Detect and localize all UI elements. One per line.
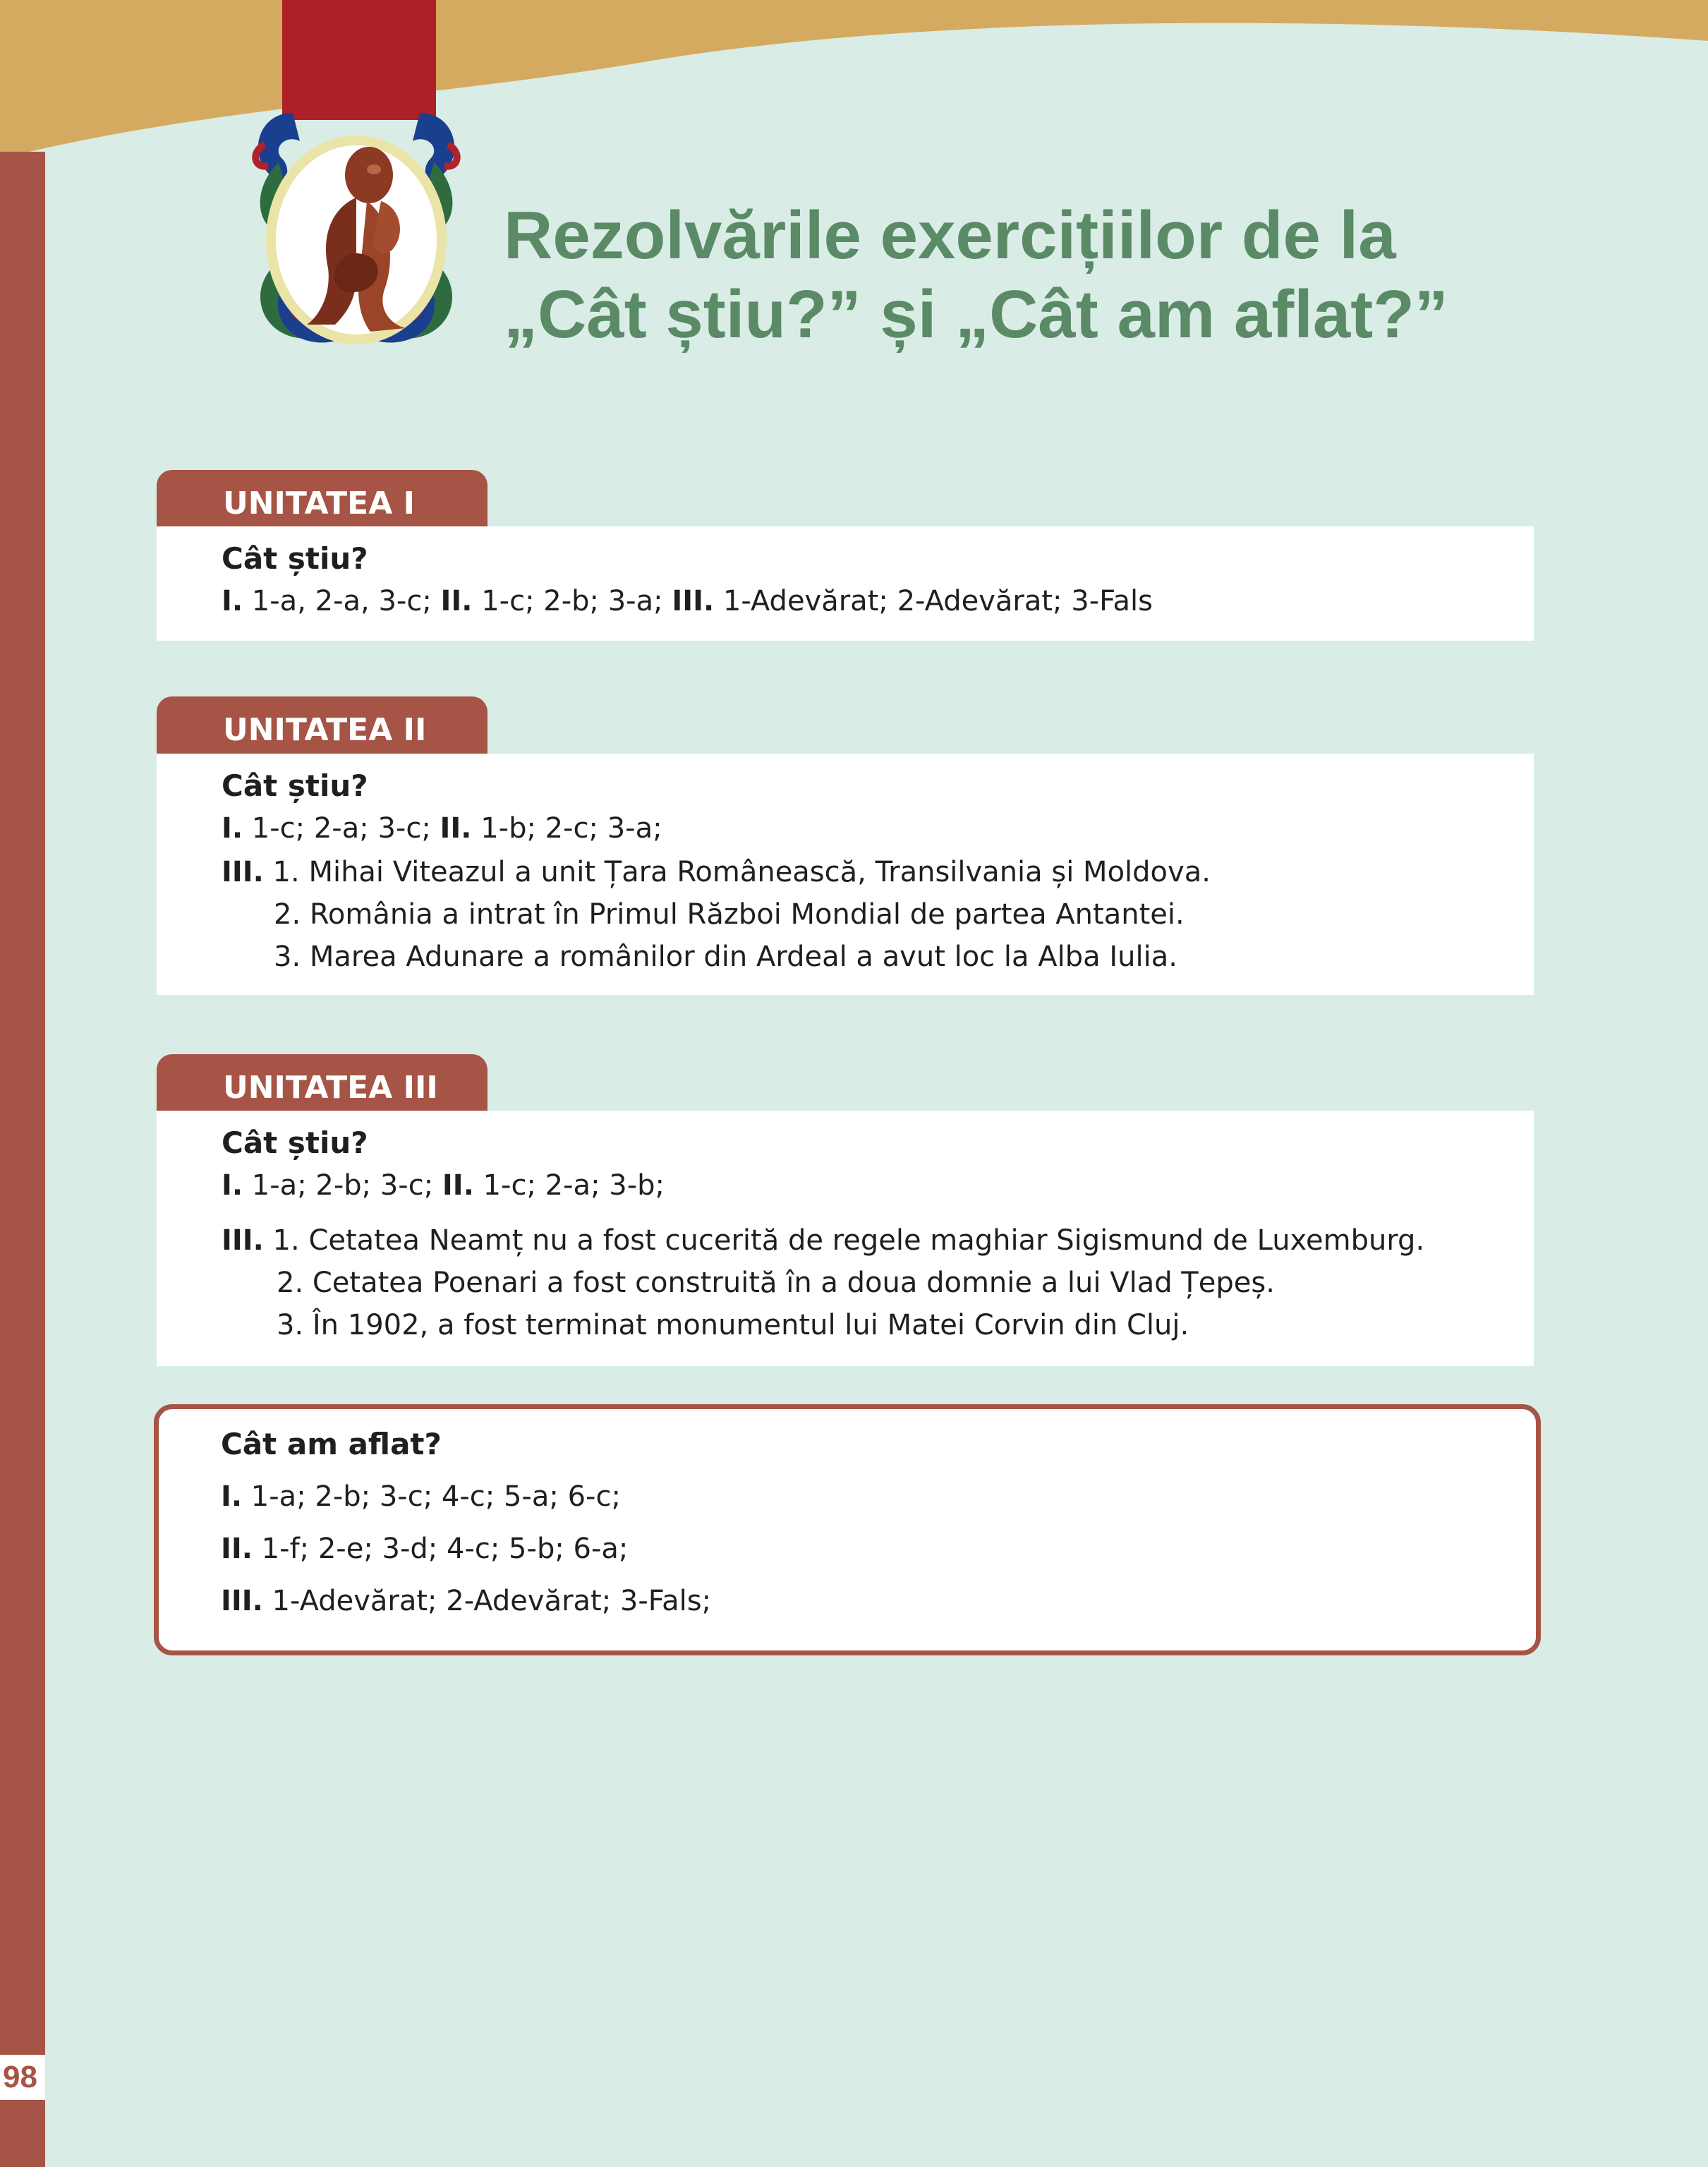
answer-label: III.	[221, 1585, 263, 1617]
unit-3-line-4	[277, 1308, 1189, 1342]
final-line-1	[221, 1480, 621, 1514]
answer-label: III.	[672, 585, 715, 617]
answer-label: I.	[222, 1169, 243, 1202]
answer-label: II.	[440, 812, 472, 845]
unit-2-line-2	[222, 855, 1211, 889]
answer-text: 1-a; 2-b; 3-c;	[243, 1169, 442, 1202]
left-margin-band	[0, 152, 45, 2167]
answer-text: 3. Marea Adunare a românilor din Ardeal a avut loc la Alba Iulia.	[274, 941, 1177, 973]
unit-2-title: UNITATEA II	[223, 712, 427, 748]
final-heading: Cât am aflat?	[221, 1427, 442, 1461]
answer-text: 2. România a intrat în Primul Război Mondial de partea Antantei.	[274, 898, 1185, 931]
unit-1-tab	[157, 470, 487, 528]
unit-2-line-1	[222, 811, 662, 845]
unit-3-box	[157, 1111, 1534, 1366]
answer-text: 1-a, 2-a, 3-c;	[243, 585, 441, 617]
unit-1-box	[157, 526, 1534, 641]
answer-text: 1-b; 2-c; 3-a;	[471, 812, 662, 845]
title-line-2: „Cât știu?” și „Cât am aflat?”	[504, 277, 1448, 352]
answer-text: 1-a; 2-b; 3-c; 4-c; 5-a; 6-c;	[242, 1480, 621, 1513]
answer-text: 1-Adevărat; 2-Adevărat; 3-Fals	[714, 585, 1153, 617]
answer-text: 1-c; 2-a; 3-c;	[243, 812, 440, 845]
unit-2-heading: Cât știu?	[222, 768, 368, 803]
final-quiz-box	[154, 1404, 1541, 1655]
unit-2-line-3	[274, 898, 1185, 931]
unit-2-tab	[157, 696, 487, 754]
answer-text: 2. Cetatea Poenari a fost construită în a doua domnie a lui Vlad Țepeș.	[277, 1267, 1275, 1299]
thinker-statue-emblem	[250, 85, 462, 360]
unit-3-line-3	[277, 1266, 1275, 1300]
unit-2-box	[157, 754, 1534, 995]
answer-label: I.	[222, 812, 243, 845]
final-line-2	[221, 1532, 628, 1566]
answer-text: 1. Mihai Viteazul a unit Țara Românească, Transilvania și Moldova.	[263, 856, 1211, 888]
answer-label: I.	[222, 585, 243, 617]
page-title	[504, 196, 1448, 354]
answer-label: III.	[222, 1224, 264, 1257]
unit-1-line-1	[222, 584, 1153, 618]
page-number: 98	[3, 2060, 37, 2094]
answer-label: II.	[442, 1169, 474, 1202]
unit-3-line-2	[222, 1224, 1424, 1257]
answer-text: 1-f; 2-e; 3-d; 4-c; 5-b; 6-a;	[252, 1533, 629, 1565]
unit-3-line-1	[222, 1169, 665, 1202]
unit-2-line-4	[274, 940, 1177, 974]
answer-label: II.	[221, 1533, 253, 1565]
answer-text: 3. În 1902, a fost terminat monumentul lui Matei Corvin din Cluj.	[277, 1309, 1189, 1341]
answer-label: III.	[222, 856, 264, 888]
unit-1-heading: Cât știu?	[222, 541, 368, 576]
answer-text: 1-c; 2-a; 3-b;	[473, 1169, 665, 1202]
unit-3-heading: Cât știu?	[222, 1125, 368, 1160]
answer-text: 1-c; 2-b; 3-a;	[472, 585, 672, 617]
answer-text: 1. Cetatea Neamț nu a fost cucerită de regele maghiar Sigismund de Luxemburg.	[263, 1224, 1425, 1257]
answer-label: II.	[440, 585, 473, 617]
unit-3-tab	[157, 1054, 487, 1112]
final-line-3	[221, 1584, 711, 1618]
answer-text: 1-Adevărat; 2-Adevărat; 3-Fals;	[262, 1585, 712, 1617]
title-line-1: Rezolvările exercițiilor de la	[504, 198, 1396, 273]
answer-label: I.	[221, 1480, 243, 1513]
unit-1-title: UNITATEA I	[223, 485, 415, 521]
unit-3-title: UNITATEA III	[223, 1070, 438, 1106]
